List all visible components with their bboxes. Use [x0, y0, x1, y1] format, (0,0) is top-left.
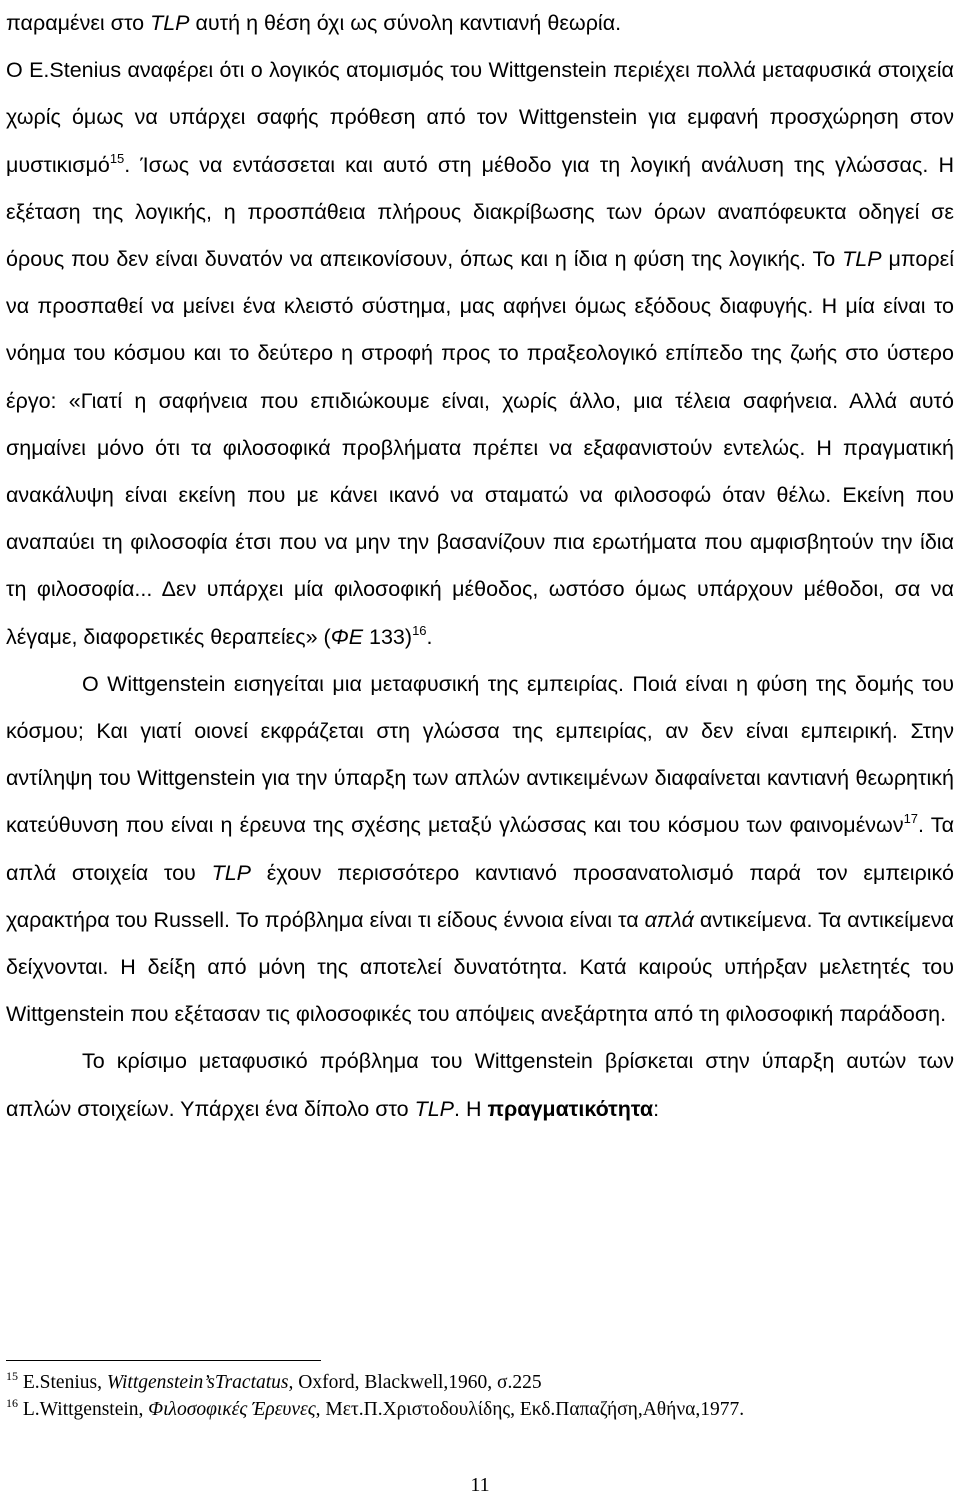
text-run: . Ίσως να εντάσσεται και αυτό στη μέθοδο για τη λογική ανάλυση της γλώσσας. Η εξέταση της λογικής, η προσπάθεια πλήρους διακρίβωσης των όρων αναπόφευκτα οδηγεί σε όρους που δεν είναι δυνατόν να απεικονίσουν, όπως και η ίδια η φύση της λογικής. Το	[6, 152, 954, 272]
text-run: . Η	[454, 1096, 488, 1121]
footnote	[6, 1396, 954, 1423]
footnotes	[6, 1369, 954, 1423]
text-run: παραμένει στο	[6, 11, 151, 35]
paragraph	[6, 661, 954, 1039]
italic-run: TLP	[842, 247, 882, 272]
text-run: , Μετ.Π.Χριστοδουλίδης, Εκδ.Παπαζήση,Αθήνα,1977.	[315, 1399, 745, 1420]
italic-run: TLP	[211, 860, 252, 885]
italic-run: ΦΕ	[330, 624, 364, 649]
text-run: 133)	[363, 624, 413, 649]
footnote-ref: 17	[903, 811, 919, 827]
italic-run: TLP	[414, 1096, 455, 1121]
text-run: . Τα απλά στοιχεία του	[6, 813, 955, 885]
text-run: Το κρίσιμο μεταφυσικό πρόβλημα του Wittgenstein βρίσκεται στην ύπαρξη αυτών των απλών στοιχείων. Υπάρχει ένα δίπολο στο	[6, 1049, 954, 1121]
text-run: Ο Ε.Stenius αναφέρει ότι ο λογικός ατομισμός του Wittgenstein περιέχει πολλά μεταφυσικά στοιχεία χωρίς όμως να υπάρχει σαφής πρόθεση από τον Wittgenstein για εμφανή προσχώρηση στον μυστικισμό	[6, 58, 954, 177]
text-run: μπορεί να προσπαθεί να μείνει ένα κλειστό σύστημα, μας αφήνει όμως εξόδους διαφυγής. Η μία είναι το νόημα του κόσμου και το δεύτερο η στροφή προς το πραξεολογικό επίπεδο της ζωής στο ύστερο έργο: «Γιατί η σαφήνεια που επιδιώκουμε είναι, χωρίς άλλο, μια τέλεια σαφήνεια. Αλλά αυτό σημαίνει μόνο ότι τα φιλοσοφικά προβλήματα πρέπει να εξαφανιστούν εντελώς. Η πραγματική ανακάλυψη είναι εκείνη που με κάνει ικανό να σταματώ να φιλοσοφώ όταν θέλω. Εκείνη που αναπαύει τη φιλοσοφία έτσι που να μην την βασανίζουν πια ερωτήματα που αμφισβητούν την ίδια τη φιλοσοφία... Δεν υπάρχει μία φιλοσοφική μέθοδος, ωστόσο όμως υπάρχουν μέθοδοι, σα να λέγαμε, διαφορετικές θεραπείες» (	[6, 247, 954, 649]
bold-run: πραγματικότητα	[487, 1096, 654, 1121]
text-run: αυτή η θέση όχι ως σύνολη καντιανή θεωρία.	[189, 11, 622, 35]
italic-run: απλά	[644, 907, 694, 932]
text-run: L.Wittgenstein,	[18, 1399, 149, 1420]
paragraph	[6, 0, 954, 47]
footnote-separator	[6, 1360, 321, 1361]
footnote-ref: 15	[6, 1369, 18, 1383]
body-text	[6, 0, 954, 1133]
italic-run: Wittgenstein’sTractatus,	[106, 1372, 294, 1393]
text-run: E.Stenius,	[18, 1372, 107, 1393]
paragraph	[6, 1038, 954, 1132]
footnote	[6, 1369, 954, 1396]
footnote-ref: 16	[6, 1396, 18, 1410]
page-number: 11	[470, 1474, 490, 1496]
text-run: Oxford, Blackwell,1960, σ.225	[293, 1372, 542, 1393]
footnote-ref: 15	[109, 150, 125, 166]
text-run: Ο Wittgenstein εισηγείται μια μεταφυσική της εμπειρίας. Ποιά είναι η φύση της δομής του κόσμου; Και γιατί οιονεί εκφράζεται στη γλώσσα της εμπειρίας, αν δεν είναι εμπειρική. Στην αντίληψη του Wittgenstein για την ύπαρξη των απλών αντικειμένων διαφαίνεται καντιανή θεωρητική κατεύθυνση που είναι η έρευνα της σχέσης μεταξύ γλώσσας και του κόσμου των φαινομένων	[6, 671, 954, 838]
text-run: αντικείμενα. Τα αντικείμενα δείχνονται. Η δείξη από μόνη της αποτελεί δυνατότητα. Κατά καιρούς υπήρξαν μελετητές του Wittgenstein που εξέτασαν τις φιλοσοφικές του απόψεις ανεξάρτητα από τη φιλοσοφική παράδοση.	[6, 907, 954, 1027]
text-run: .	[426, 624, 433, 649]
italic-run: TLP	[150, 11, 190, 35]
text-run: :	[653, 1096, 660, 1121]
footnote-ref: 16	[412, 622, 427, 638]
italic-run: Φιλοσοφικές Έρευνες	[148, 1399, 316, 1420]
paragraph	[6, 47, 954, 661]
text-run: έχουν περισσότερο καντιανό προσανατολισμό παρά τον εμπειρικό χαρακτήρα του Russell. Το πρόβλημα είναι τι είδους έννοια είναι τα	[6, 860, 954, 932]
